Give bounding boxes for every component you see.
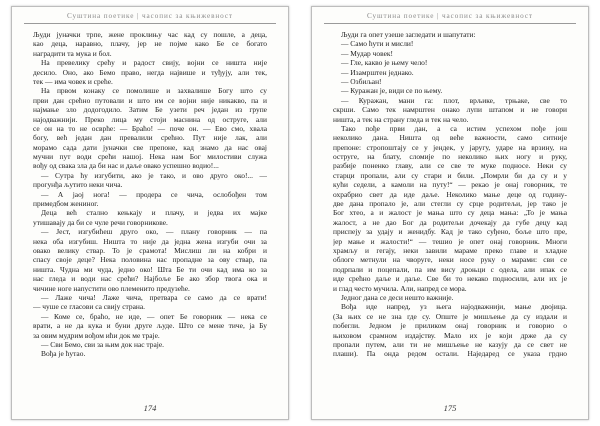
text-line: прогунђа љутито неки чича.	[33, 180, 123, 190]
text-line: разбије поненко главу, али се све те муке подносе. Неки су	[333, 161, 567, 171]
text-line: као деца, наравно, плачу, јер не појме како Бе се богато	[33, 39, 267, 49]
text-line: пропали путем, али ти не мишљење не казују да се свет не	[333, 339, 567, 349]
text-line: Тако пође први дан, а са истим успехом пође још	[341, 123, 567, 133]
text-line: примедбом жениног.	[33, 199, 99, 209]
text-line: кући седели, а камоли на путу!“ — рекао је онај говорник, те	[333, 180, 567, 190]
text-line: — А јаој нога! — продера се чича, ослобођен том	[41, 189, 267, 199]
text-line: мучни пут води срећи нашој. Нека нам Бог милостиви служа	[33, 152, 267, 162]
text-line: — Куражан је, види се по њему.	[341, 86, 443, 96]
text-line: наградити та мука и бол.	[33, 48, 112, 58]
text-line: први дан срећно путовали и што им се војни није никакво, па и	[33, 95, 267, 105]
text-line: — Куражан, мани га: плот, врљике, трњаке, све то	[341, 95, 567, 105]
text-line: — Коме се, браћо, не иде, — опет Бе говорник — нека се	[41, 311, 267, 321]
text-line: нека оба изгубиш. Ништа то није да једна жена изгуби очи за	[33, 236, 267, 246]
text-line: — Озбиљан!	[341, 76, 382, 86]
text-line: се он на то не осврће: — Браћо! — поче он. — Ево смо, хвала	[33, 123, 267, 133]
text-line: На превелику срећу и радост свију, војни се ништа није	[41, 58, 267, 68]
text-line: ништа. Чудна ми чуда, једно око! Шта Бе ти очи кад има ко за	[33, 264, 267, 274]
text-line: неколико дана. Ништа од веће важности, само ситније	[333, 133, 567, 143]
text-line: — Лаже чича! Лаже чича, претвара се само да се врати!	[41, 292, 267, 302]
text-line: Деца већ стално кењкају и плачу, и једва их мајке	[41, 208, 267, 218]
text-line: овако велику ствар. То је срамота! Мислиш ли на кобри и	[33, 245, 267, 255]
text-line: спасу своје деце? Нека половина нас пропадне за ову ствар, па	[33, 255, 267, 265]
text-line: Људи јуначки трпе, жене проклињу час кад су пошле, а деца,	[33, 30, 267, 39]
text-line: — Сутра ћу изгубити, ако је тако, и ово друго око!... —	[41, 170, 267, 180]
text-line: жалост, а не дао Бог да родитељи дочекају да губе децу кад	[333, 217, 567, 227]
left-page	[11, 6, 289, 420]
left-page-body	[33, 30, 267, 388]
left-header-rule	[24, 23, 276, 24]
text-line: и глад често мучила. Али, напред се мора.	[333, 283, 467, 293]
text-line: вођу од свака зла да би нас и даље овако успешно водио!...	[33, 161, 219, 171]
text-line: охрабрио свет да иде даље. Неколико мање деце од годину-	[333, 189, 567, 199]
text-line: плаши). Па онда редом остали. Наједаред се указа грдно	[333, 349, 567, 359]
text-line: На првом конаку се помолише и захвалише Богу што су	[41, 86, 267, 96]
text-line: десило. Оно, ако Бемо право, негда највише и туђују, али тек,	[33, 67, 267, 77]
text-line: две дана пропало је, али стегли су срце родитељи, јер тако је	[333, 199, 567, 209]
text-line: — Сви Бемо, сви за њим док нас траје.	[41, 339, 165, 349]
text-line: — Само ћути и мисли!	[341, 39, 414, 49]
text-line: Вођа је ћутао.	[41, 349, 86, 359]
right-page	[311, 6, 589, 420]
text-line: скрши. Само тек намрштен онако лупи штапом и не говори	[333, 105, 567, 115]
text-line: — Мудар човек!	[341, 48, 393, 58]
text-line: подрпали и поцепали, па им вису дроњци с одела, али ипак се	[333, 264, 567, 274]
text-line: облоге метнули на чворуге, неки носе руку о марами: сви се	[333, 255, 567, 265]
text-line: храмљу и гегају, неки завили мараме преко главе и хладне	[333, 245, 567, 255]
text-line: морамо сада дати јуначки све препоне, кад знамо да нас овај	[33, 142, 267, 152]
right-running-header: Суштина поетике | часопис за књижевност	[367, 12, 533, 20]
text-line: Људи га опет узеше загледати и шапутати:	[341, 30, 476, 39]
text-line: — Јест, изгубићеш друго око, — плану говорник — па	[41, 227, 267, 237]
text-line: приспеју за удају и женидбу. Кад је тако суђено, боље што пре,	[333, 227, 567, 237]
left-running-header: Суштина поетике | часопис за књижевност	[67, 12, 233, 20]
text-line: Једног дана се деси нешто важније.	[341, 292, 454, 302]
text-line: оструге, на блату, сломије по неколико њих ногу и руку,	[333, 152, 567, 162]
text-line: ништа, а тек на страну гледа и тек на чело.	[333, 114, 469, 124]
left-page-number: 174	[143, 403, 157, 413]
text-line: Вођа иде напред, уз њега најодважнији, мање двојица.	[341, 302, 567, 312]
right-header-rule	[324, 23, 576, 24]
text-line: — Гле, какво је њему чело!	[341, 58, 428, 68]
text-line: за овим мудрим вођом ићи док ме траје.	[33, 330, 160, 340]
text-line: старци пропали, али су стари и били. „Помрли би да су и у	[333, 170, 567, 180]
text-line: Бог хтео, а и жалост је мања што су деца мања: „То је мања	[333, 208, 567, 218]
text-line: препоне: стропоштају се у јендек, у јаругу, ударе на врзину, на	[333, 142, 567, 152]
text-line: богу, већ један дан превалили срећно. Пут није лак, али	[33, 133, 267, 143]
text-line: иде срећно даље и даље. Све би то некако подносили, али их је	[333, 274, 567, 284]
text-line: најмање зло додогодило. Затим Бе узети реч један из групе	[33, 105, 267, 115]
text-line: чичине ноге напустити ово племенито предузеће.	[33, 283, 190, 293]
text-line: утишавају да би се чуле речи говорникове.	[33, 217, 168, 227]
right-page-body	[333, 30, 567, 388]
text-line: врати, а не да кука и буни друге људе. Што се мене тиче, ја Бу	[33, 321, 267, 331]
text-line: — чуше се гласови са свију страна.	[33, 302, 146, 312]
text-line: најодважнији. Преко лица му стоји маснина од оструге, али	[33, 114, 267, 124]
text-line: тек — има човек и среће.	[33, 76, 113, 86]
text-line: јер мање и жалости!“ — тешио је опет онај говорник. Многи	[333, 236, 567, 246]
text-line: побегли. Једном је приликом онај говорник и говорио о	[333, 321, 567, 331]
text-line: нас гледа и води нас срећи? Најбоље Бе ако збор твога ока и	[33, 274, 267, 284]
text-line: њиховом срамном издајству. Мало их је који држе да су	[333, 330, 567, 340]
text-line: (За њих се не зна где су. Опште је мишљење да су издали и	[333, 311, 567, 321]
right-page-number: 175	[443, 403, 457, 413]
text-line: — Изамрштен једнако.	[341, 67, 414, 77]
